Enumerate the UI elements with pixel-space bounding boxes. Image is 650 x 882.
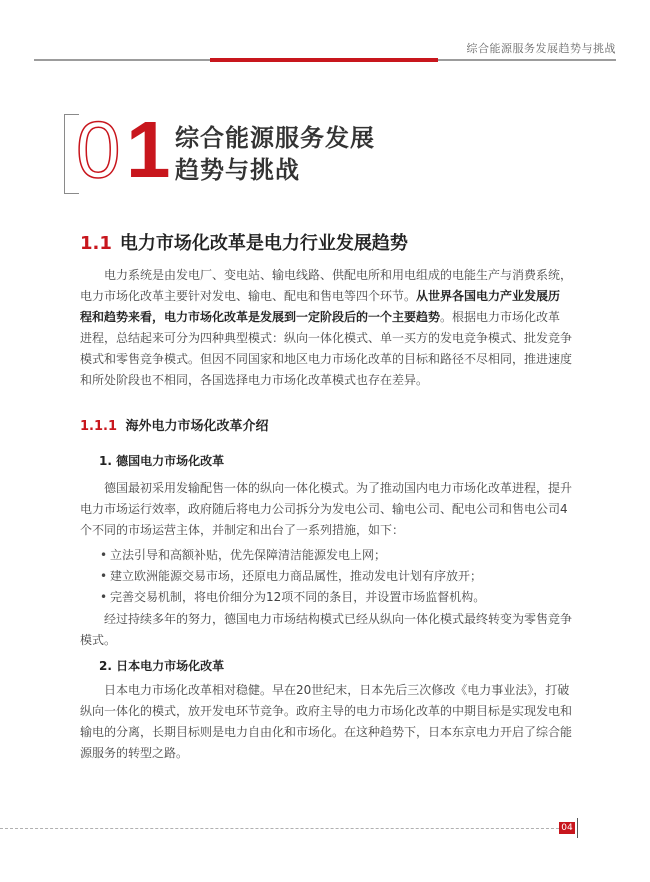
germany-conclusion: 经过持续多年的努力，德国电力市场结构模式已经从纵向一体化模式最终转变为零售竞争模式。 (80, 612, 573, 647)
bullet-icon: • (100, 590, 108, 604)
intro-paragraph (80, 265, 572, 391)
chapter-number-one: 1 (126, 105, 171, 194)
germany-measures-list (100, 545, 570, 608)
intro-text-a: 电力系统是由发电厂、变电站、输电线路、供配电所和用电组成的电能生产与消费系统，电力市场化改革主要针对发电、输电、配电和售电等四个环节。 (80, 268, 573, 303)
bullet-icon: • (100, 548, 108, 562)
germany-heading: 1. 德国电力市场化改革 (99, 454, 225, 468)
chapter-title (175, 122, 375, 186)
chapter-heading (64, 105, 424, 194)
subsection-heading (80, 415, 269, 434)
bullet-icon: • (100, 569, 108, 583)
germany-paragraph: 德国最初采用发输配售一体的纵向一体化模式。为了推动国内电力市场化改革进程，提升电力市场运行效率，政府随后将电力公司拆分为发电公司、输电公司、配电公司和售电公司4个不同的市场运营主体，并制定和出台了一系列措施，如下： (80, 481, 573, 537)
list-item-text: 建立欧洲能源交易市场，还原电力商品属性，推动发电计划有序放开； (110, 569, 483, 583)
intro-text-bold: 从世界各国电力产业发展历程和趋势来看，电力市场化改革是发展到一定阶段后的一个主要趋势 (80, 289, 561, 324)
list-item-text: 完善交易机制，将电价细分为12项不同的条目，并设置市场监督机构。 (110, 590, 486, 604)
section-heading (80, 229, 408, 255)
chapter-title-line1: 综合能源服务发展 (175, 124, 375, 152)
footer-rule (0, 828, 574, 829)
section-number: 1.1 (80, 233, 112, 254)
list-item (100, 545, 570, 566)
chapter-number-zero: 0 (76, 105, 121, 194)
subsection-title: 海外电力市场化改革介绍 (125, 419, 269, 434)
japan-heading: 2. 日本电力市场化改革 (99, 659, 225, 673)
japan-paragraph: 日本电力市场化改革相对稳健。早在20世纪末，日本先后三次修改《电力事业法》，打破纵向一体化的模式，放开发电环节竞争。政府主导的电力市场化改革的中期目标是实现发电和输电的分离，长期目标则是电力自由化和市场化。在这种趋势下，日本东京电力开启了综合能源服务的转型之路。 (80, 683, 573, 760)
section-title: 电力市场化改革是电力行业发展趋势 (119, 233, 408, 254)
list-item-text: 立法引导和高额补贴，优先保障清洁能源发电上网； (110, 548, 387, 562)
chapter-title-line2: 趋势与挑战 (175, 156, 300, 184)
subsection-number: 1.1.1 (80, 419, 118, 434)
running-head: 综合能源服务发展趋势与挑战 (466, 42, 616, 55)
list-item (100, 587, 570, 608)
list-item (100, 566, 570, 587)
page-number-tick (577, 818, 578, 838)
page-number: 04 (559, 822, 575, 834)
intro-text-b: 。根据电力市场化改革进程，总结起来可分为四种典型模式：纵向一体化模式、单一买方的发电竞争模式、批发竞争模式和零售竞争模式。但因不同国家和地区电力市场化改革的目标和路径不尽相同，推进速度和所处阶段也不相同，各国选择电力市场化改革模式也存在差异。 (80, 310, 573, 387)
header-rule-accent (210, 58, 438, 62)
